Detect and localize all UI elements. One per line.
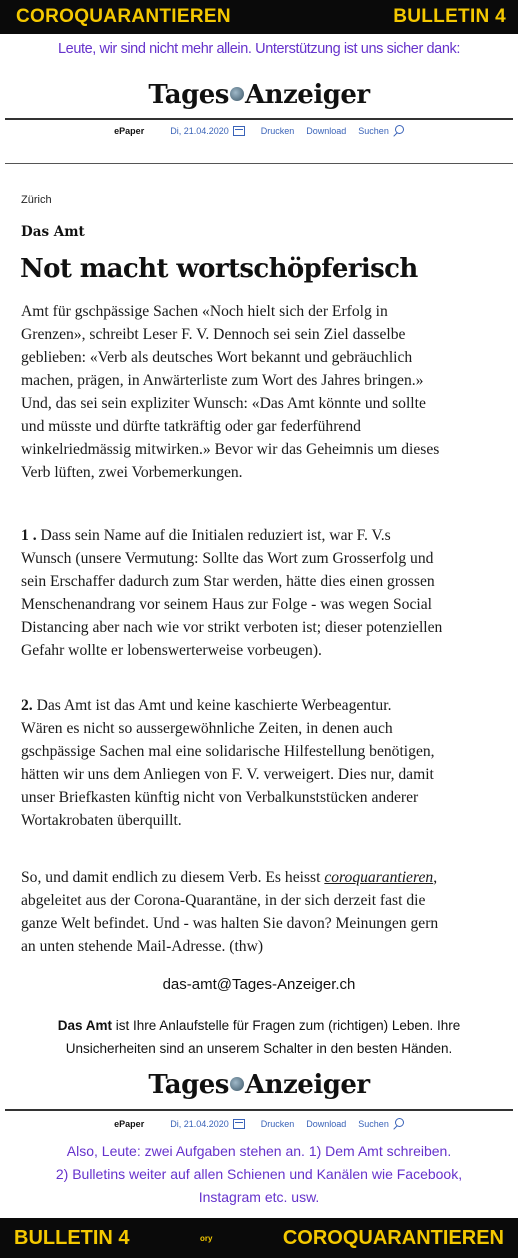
footer-search-link[interactable]: Suchen (358, 1118, 389, 1129)
epaper-date[interactable]: Di, 21.04.2020 (170, 125, 229, 136)
outro-text: Also, Leute: zwei Aufgaben stehen an. 1) Dem Amt schreiben. 2) Bulletins weiter auf allen Schienen und Kanälen wie Facebook, Instagram etc. usw. (55, 1143, 463, 1205)
intro-line: Leute, wir sind nicht mehr allein. Unterstützung ist uns sicher dank: (58, 41, 460, 57)
closing-text-b: , abgeleitet aus der Corona-Quarantäne, in der sich derzeit fast die ganze Welt befindet. Und - was halten Sie davon? Meinungen gern an unten stehende Mail-Adresse. (thw) (21, 869, 439, 955)
footer-print-link[interactable]: Drucken (260, 1118, 295, 1129)
article-closing (21, 866, 503, 958)
search-icon[interactable] (393, 125, 404, 136)
amt-note-text: ist Ihre Anlaufstelle für Fragen zum (richtigen) Leben. Ihre Unsicherheiten sind an unserem Schalter in den besten Händen. (65, 1018, 461, 1056)
epaper-bar (0, 125, 518, 136)
calendar-icon[interactable] (233, 126, 245, 136)
bottom-banner-bulletin: BULLETIN 4 (14, 1226, 130, 1249)
contact-email[interactable]: das-amt@Tages-Anzeiger.ch (162, 976, 356, 993)
article-kicker: Das Amt (21, 224, 85, 240)
epaper-rule (5, 163, 513, 164)
point-2-number: 2. (21, 697, 33, 714)
bottom-banner-title: COROQUARANTIEREN (282, 1226, 504, 1249)
footer-masthead-rule (5, 1109, 513, 1111)
top-banner-bulletin: BULLETIN 4 (393, 6, 506, 27)
footer-globe-icon (230, 1077, 244, 1091)
masthead-rule (5, 118, 513, 120)
amt-note (0, 1014, 518, 1060)
footer-masthead-name-right: Anzeiger (244, 1070, 370, 1100)
point-1-text: Dass sein Name auf die Initialen reduziert ist, war F. V.s Wunsch (unsere Vermutung: Sollte das Wort zum Grosserfolg und sein Erschaffer dadurch zum Star werden, hätte dies einen grossen Menschenandrang vor seinem Haus zur Folge - was wegen Social Distancing aber nach wie vor strikt verboten ist; dieser potenziellen Gefahr wollte er lobenswerterweise vorbeugen). (21, 527, 443, 659)
top-banner-title: COROQUARANTIEREN (16, 6, 231, 27)
top-banner (0, 0, 518, 34)
footer-calendar-icon[interactable] (233, 1119, 245, 1129)
article-point-1 (21, 524, 503, 662)
download-link[interactable]: Download (306, 125, 347, 136)
closing-text-a: So, und damit endlich zu diesem Verb. Es heisst (21, 869, 325, 886)
point-1-number: 1 . (21, 527, 37, 544)
article-intro: Amt für gschpässige Sachen «Noch hielt sich der Erfolg in Grenzen», schreibt Leser F. V. Dennoch sei sein Ziel dasselbe geblieben: «Verb als deutsches Wort bekannt und gebräuchlich machen, prägen, in Anwärterliste zum Wort des Jahres bringen.» Und, das sei sein expliziter Wunsch: «Das Amt könnte und sollte und müsste und dürfte tatkräftig oder gar federführend winkelriedmässig mitwirken.» Bevor wir das Geheimnis um dieses Verb lüften, zwei Vorbemerkungen. (21, 303, 440, 481)
footer-epaper-bar (0, 1118, 518, 1129)
print-link[interactable]: Drucken (260, 125, 295, 136)
masthead-logo (0, 80, 518, 110)
article-location: Zürich (21, 194, 52, 206)
epaper-label[interactable]: ePaper (114, 125, 145, 136)
footer-epaper-date[interactable]: Di, 21.04.2020 (170, 1118, 229, 1129)
bottom-banner-signature: ory (199, 1233, 213, 1243)
footer-search-icon[interactable] (393, 1118, 404, 1129)
amt-note-bold: Das Amt (57, 1018, 113, 1033)
bottom-banner (0, 1218, 518, 1258)
article-headline: Not macht wortschöpferisch (20, 254, 418, 284)
point-2-text: Das Amt ist das Amt und keine kaschierte Werbeagentur. Wären es nicht so aussergewöhnliche Zeiten, in denen auch gschpässige Sachen mal eine solidarische Hilfestellung benötigen, hätten wir uns dem Anliegen von F. V. verweigert. Dies nur, damit unser Briefkasten künftig nicht von Verbalkunststücken anderer Wortakrobaten überquillt. (21, 697, 435, 829)
masthead-name-left: Tages (148, 80, 229, 110)
search-link[interactable]: Suchen (358, 125, 389, 136)
footer-masthead-logo (0, 1070, 518, 1100)
article-point-2 (21, 694, 503, 832)
footer-download-link[interactable]: Download (306, 1118, 347, 1129)
footer-epaper-label[interactable]: ePaper (114, 1118, 145, 1129)
globe-icon (230, 87, 244, 101)
footer-masthead-name-left: Tages (148, 1070, 229, 1100)
masthead-name-right: Anzeiger (244, 80, 370, 110)
closing-verb: coroquarantieren (324, 869, 434, 886)
